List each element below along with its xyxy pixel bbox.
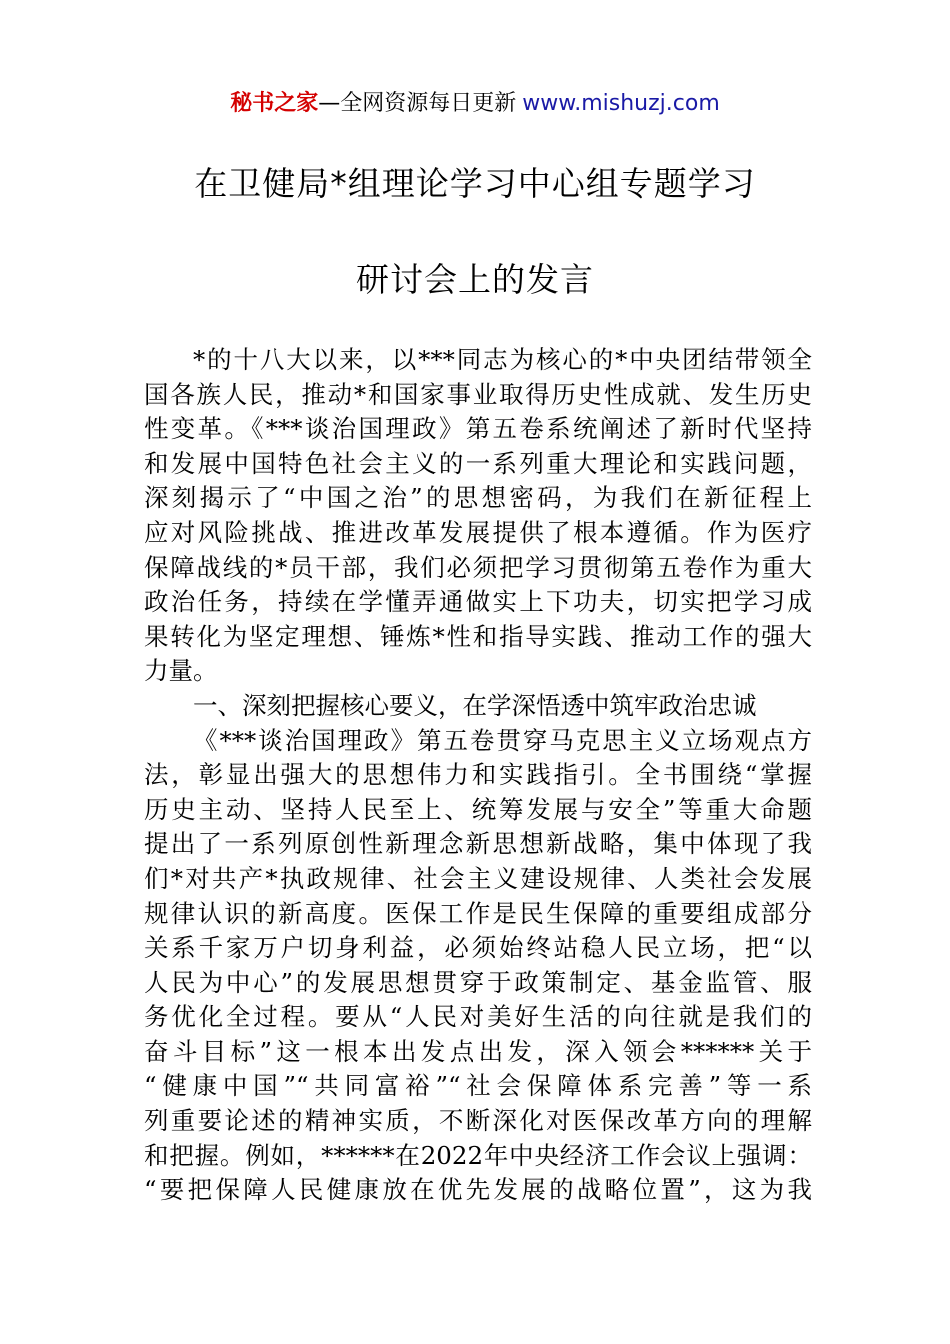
body-line: 性变革。《***谈治国理政》第五卷系统阐述了新时代坚持 bbox=[144, 414, 812, 444]
body-line: 人民为中心”的发展思想贯穿于政策制定、基金监管、服 bbox=[144, 967, 812, 997]
body-line: 们*对共产*执政规律、社会主义建设规律、人类社会发展 bbox=[144, 863, 812, 893]
body-line: 提出了一系列原创性新理念新思想新战略，集中体现了我 bbox=[144, 829, 812, 859]
document-title-line-2: 研讨会上的发言 bbox=[356, 260, 594, 299]
body-line: “要把保障人民健康放在优先发展的战略位置”，这为我 bbox=[144, 1175, 812, 1205]
body-line: 规律认识的新高度。医保工作是民生保障的重要组成部分 bbox=[144, 898, 812, 928]
brand-name: 秘书之家 bbox=[230, 91, 319, 116]
body-line: 历史主动、坚持人民至上、统筹发展与安全”等重大命题 bbox=[144, 794, 812, 824]
body-line: 和把握。例如，******在2022年中央经济工作会议上强调： bbox=[144, 1140, 812, 1170]
body-line: 列重要论述的精神实质，不断深化对医保改革方向的理解 bbox=[144, 1106, 812, 1136]
body-line: 国各族人民，推动*和国家事业取得历史性成就、发生历史 bbox=[144, 379, 812, 409]
body-line: “健康中国”“共同富裕”“社会保障体系完善”等一系 bbox=[144, 1071, 812, 1101]
document-title-line-1: 在卫健局*组理论学习中心组专题学习 bbox=[194, 164, 756, 203]
site-url-link[interactable]: www.mishuzj.com bbox=[522, 91, 720, 116]
body-line: 务优化全过程。要从“人民对美好生活的向往就是我们的 bbox=[144, 1002, 812, 1032]
header-tagline: —全网资源每日更新 bbox=[318, 91, 517, 116]
body-line: 法，彰显出强大的思想伟力和实践指引。全书围绕“掌握 bbox=[144, 760, 812, 790]
body-line: 奋斗目标”这一根本出发点出发，深入领会******关于 bbox=[144, 1036, 812, 1066]
body-line: 《***谈治国理政》第五卷贯穿马克思主义立场观点方 bbox=[193, 725, 812, 755]
site-header bbox=[0, 88, 950, 120]
body-line: 政治任务，持续在学懂弄通做实上下功夫，切实把学习成 bbox=[144, 587, 812, 617]
body-line: 保障战线的*员干部，我们必须把学习贯彻第五卷作为重大 bbox=[144, 552, 812, 582]
body-line: 果转化为坚定理想、锤炼*性和指导实践、推动工作的强大 bbox=[144, 621, 812, 651]
body-line: 深刻揭示了“中国之治”的思想密码，为我们在新征程上 bbox=[144, 483, 812, 513]
body-line: 关系千家万户切身利益，必须始终站稳人民立场，把“以 bbox=[144, 933, 812, 963]
section-heading: 一、深刻把握核心要义，在学深悟透中筑牢政治忠诚 bbox=[193, 690, 757, 720]
body-line: 力量。 bbox=[144, 656, 218, 686]
body-line: 应对风险挑战、推进改革发展提供了根本遵循。作为医疗 bbox=[144, 517, 812, 547]
body-line: 和发展中国特色社会主义的一系列重大理论和实践问题， bbox=[144, 448, 812, 478]
body-line: *的十八大以来，以***同志为核心的*中央团结带领全 bbox=[193, 345, 812, 374]
document-body bbox=[144, 343, 812, 1208]
